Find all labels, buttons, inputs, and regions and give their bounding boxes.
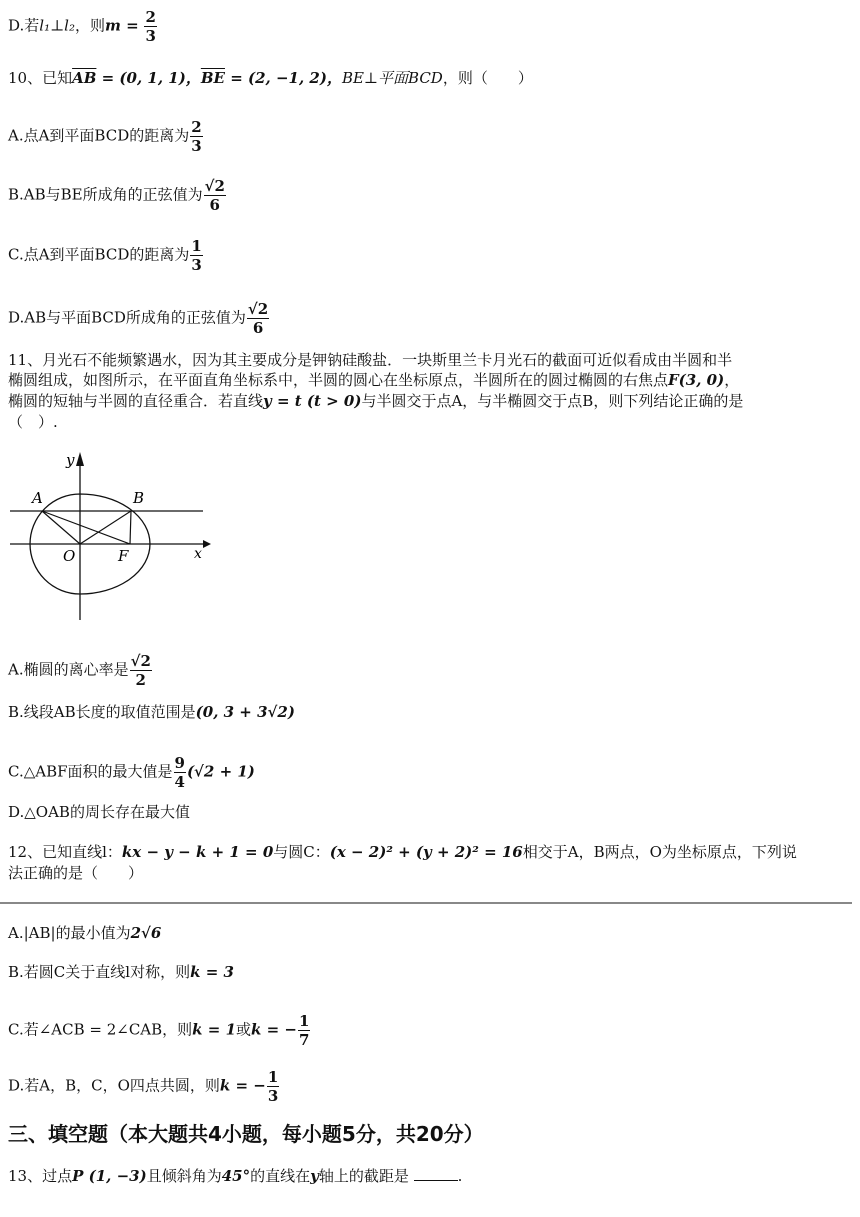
label-y: y xyxy=(66,451,75,469)
q11-option-a: A.椭圆的离心率是 $\frac{√2}{2}$ xyxy=(8,652,151,689)
label-B: B xyxy=(133,489,145,507)
q10-stem: 10、已知$\overline{AB} = (0$, 1, 1)，$\overline{BE} = (2$, −1, 2)，BE⊥平面BCD，则（ ） xyxy=(8,69,533,87)
q12-line2: 法正确的是（ ） xyxy=(8,864,144,882)
q9-option-d: D.若l₁⊥l₂，则m = $\frac{2}{3}$ xyxy=(8,8,156,45)
q11-option-c: C.△ABF面积的最大值是 $\frac{9}{4}$ (√2 + 1) xyxy=(8,754,255,791)
label-A: A xyxy=(32,489,43,507)
segment-AF xyxy=(42,511,130,544)
fraction: $\frac{2}{3}$ xyxy=(145,8,156,45)
label-x: x xyxy=(194,546,202,562)
q12-option-a: A.|AB|的最小值为2√6 xyxy=(8,924,162,942)
q11-figure xyxy=(0,448,215,623)
q11-line3: 椭圆的短轴与半圆的直径重合．若直线y = t (t > 0)与半圆交于点A，与半椭圆交于点B，则下列结论正确的是 xyxy=(8,392,744,410)
segment-AO xyxy=(42,511,80,544)
x-axis-arrow xyxy=(203,540,211,548)
segment-BF xyxy=(130,511,131,544)
q12-option-b: B.若圆C关于直线l对称，则k = 3 xyxy=(8,963,234,981)
q10-option-d: D.AB与平面BCD所成角的正弦值为 $\frac{√2}{6}$ xyxy=(8,300,269,337)
q11-option-d: D.△OAB的周长存在最大值 xyxy=(8,803,190,821)
q11-option-b: B.线段AB长度的取值范围是(0, 3 + 3√2) xyxy=(8,703,295,721)
q10-option-b: B.AB与BE所成角的正弦值为 $\frac{√2}{6}$ xyxy=(8,177,225,214)
q12-option-d: D.若A，B，C，O四点共圆，则k = − $\frac{1}{3}$ xyxy=(8,1068,279,1105)
q11-line1: 11、月光石不能频繁遇水，因为其主要成分是钾钠硅酸盐．一块斯里兰卡月光石的截面可近似看成由半圆和半 xyxy=(8,351,733,369)
q13: 13、过点P (1, −3)且倾斜角为45°的直线在y轴上的截距是 . xyxy=(8,1167,463,1185)
answer-blank[interactable] xyxy=(414,1166,458,1181)
q10-option-c: C.点A到平面BCD的距离为 $\frac{1}{3}$ xyxy=(8,237,202,274)
label-F: F xyxy=(118,547,129,565)
q11-line2: 椭圆组成，如图所示，在平面直角坐标系中，半圆的圆心在坐标原点，半圆所在的圆过椭圆的右焦点F(3, 0)， xyxy=(8,371,740,389)
q12-option-c: C.若∠ACB = 2∠CAB，则k = 1或k = − $\frac{1}{7}$ xyxy=(8,1012,310,1049)
y-axis-arrow xyxy=(76,452,84,466)
q11-line4: （ ）. xyxy=(8,413,58,431)
q10-option-a: A.点A到平面BCD的距离为 $\frac{2}{3}$ xyxy=(8,118,202,155)
divider xyxy=(0,902,852,904)
label-O: O xyxy=(63,547,76,565)
section-heading: 三、填空题（本大题共4小题，每小题5分，共20分） xyxy=(8,1122,484,1146)
q12-line1: 12、已知直线l：kx − y − k + 1 = 0与圆C：(x − 2)² + (y + 2)² = 16相交于A，B两点，O为坐标原点，下列说 xyxy=(8,843,797,861)
